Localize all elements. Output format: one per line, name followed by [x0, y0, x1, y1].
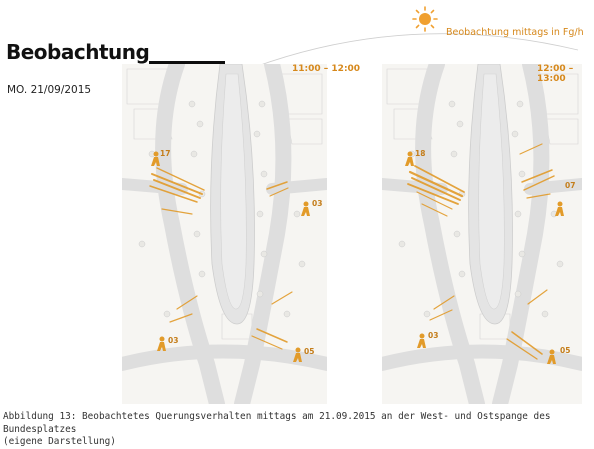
count-sw: 03	[168, 336, 179, 345]
caption-line-2: (eigene Darstellung)	[3, 436, 116, 447]
count-nw: 18	[415, 149, 426, 158]
observation-date: MO. 21/09/2015	[7, 84, 92, 96]
count-e: 03	[312, 199, 323, 208]
legend-label: Beobachtung mittags in Fg/h	[446, 27, 584, 38]
map-drawing	[382, 64, 582, 404]
count-sw: 03	[428, 331, 439, 340]
map-drawing	[122, 64, 327, 404]
sun-icon	[412, 6, 438, 32]
page-title: Beobachtung	[6, 40, 150, 64]
count-se: 05	[304, 347, 315, 356]
count-e: 07	[565, 181, 576, 190]
count-nw: 17	[160, 149, 171, 158]
count-se: 05	[560, 346, 571, 355]
time-range-1: 11:00 – 12:00	[292, 64, 361, 74]
map-12-13	[382, 64, 582, 404]
map-11-12	[122, 64, 327, 404]
time-range-2: 12:00 – 13:00	[537, 64, 574, 84]
caption-line-1: Abbildung 13: Beobachtetes Querungsverhalten mittags am 21.09.2015 an der West- und Ostspange des Bundesplatzes	[3, 411, 551, 435]
